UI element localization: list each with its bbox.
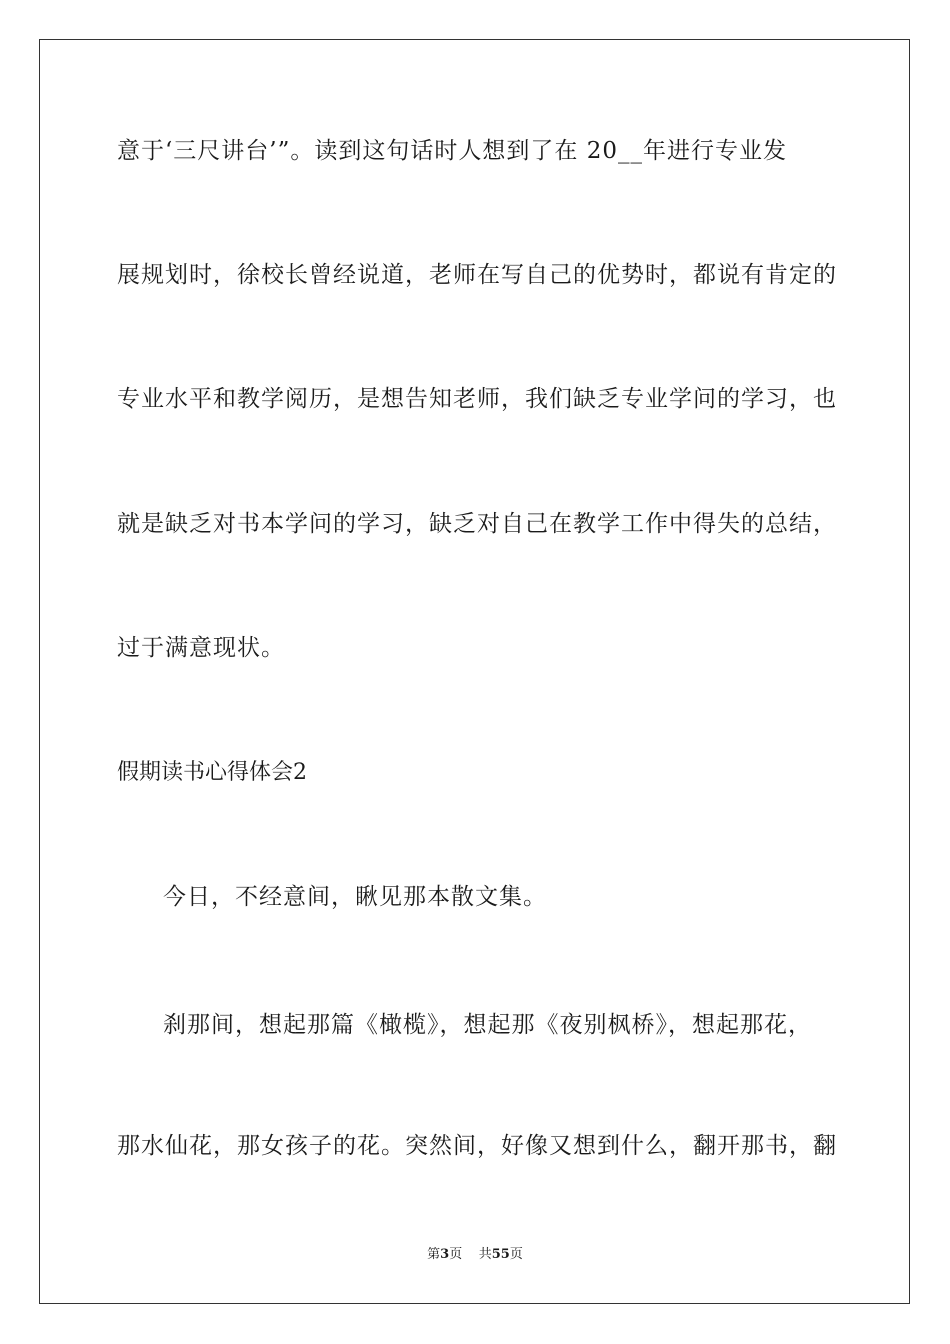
paragraph-line-1: 今日，不经意间，瞅见那本散文集。 bbox=[163, 884, 547, 910]
body-line-5: 过于满意现状。 bbox=[117, 635, 285, 661]
page-footer bbox=[0, 1246, 950, 1264]
section-title: 假期读书心得体会2 bbox=[117, 760, 307, 785]
footer-total-pages: 55 bbox=[491, 1247, 510, 1262]
body-line-3: 专业水平和教学阅历，是想告知老师，我们缺乏专业学问的学习，也 bbox=[117, 386, 837, 412]
paragraph-line-3: 那水仙花，那女孩子的花。突然间，好像又想到什么，翻开那书，翻 bbox=[117, 1133, 837, 1159]
footer-total-prefix: 共 bbox=[478, 1247, 492, 1262]
body-line-2: 展规划时，徐校长曾经说道，老师在写自己的优势时，都说有肯定的 bbox=[117, 262, 837, 288]
footer-page-suffix: 页 bbox=[449, 1247, 463, 1262]
body-line-4: 就是缺乏对书本学问的学习，缺乏对自己在教学工作中得失的总结， bbox=[117, 511, 837, 537]
page-border bbox=[39, 39, 910, 1304]
body-line-1: 意于‘三尺讲台’”。读到这句话时人想到了在 20__年进行专业发 bbox=[117, 138, 787, 164]
paragraph-line-2: 刹那间，想起那篇《橄榄》，想起那《夜别枫桥》，想起那花， bbox=[163, 1012, 812, 1038]
footer-total-suffix: 页 bbox=[509, 1247, 523, 1262]
footer-page-number: 3 bbox=[440, 1247, 450, 1262]
footer-page-prefix: 第 bbox=[427, 1247, 441, 1262]
